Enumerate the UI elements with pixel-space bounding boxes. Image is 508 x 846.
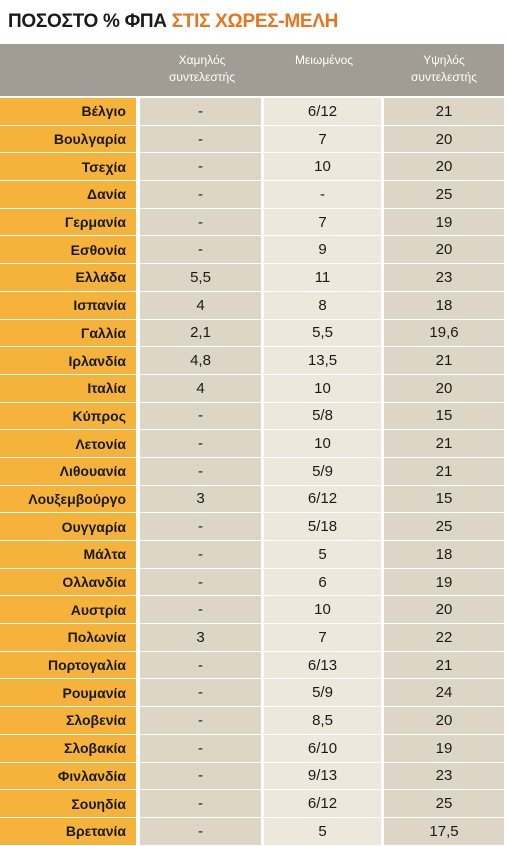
reduced-rate-cell: 5/8 xyxy=(264,403,384,430)
low-rate-cell: - xyxy=(140,679,264,706)
table-row xyxy=(0,790,504,818)
reduced-rate-cell: 10 xyxy=(264,375,384,402)
low-rate-cell: - xyxy=(140,596,264,623)
table-row xyxy=(0,541,504,569)
high-rate-cell: 22 xyxy=(384,624,504,651)
header-low-rate xyxy=(140,44,264,96)
low-rate-cell: - xyxy=(140,818,264,845)
country-cell: Γερμανία xyxy=(0,209,140,236)
header-country xyxy=(0,44,140,96)
country-cell: Πολωνία xyxy=(0,624,140,651)
table-row xyxy=(0,652,504,680)
low-rate-cell: - xyxy=(140,763,264,790)
header-mid-line1: Μειωμένος xyxy=(294,53,354,67)
high-rate-cell: 25 xyxy=(384,790,504,817)
low-rate-cell: - xyxy=(140,541,264,568)
table-header xyxy=(0,44,504,98)
reduced-rate-cell: 6 xyxy=(264,569,384,596)
high-rate-cell: 25 xyxy=(384,513,504,540)
table-row xyxy=(0,320,504,348)
title-main: ΠΟΣΟΣΤΟ % ΦΠΑ xyxy=(8,11,172,32)
reduced-rate-cell: 11 xyxy=(264,264,384,291)
reduced-rate-cell: 5 xyxy=(264,541,384,568)
high-rate-cell: 24 xyxy=(384,679,504,706)
reduced-rate-cell: 5/9 xyxy=(264,679,384,706)
high-rate-cell: 20 xyxy=(384,236,504,263)
country-cell: Λουξεμβούργο xyxy=(0,486,140,513)
header-high-line2: συντελεστής xyxy=(410,70,477,84)
table-row xyxy=(0,679,504,707)
low-rate-cell: - xyxy=(140,735,264,762)
header-high-rate xyxy=(384,44,504,96)
reduced-rate-cell: 7 xyxy=(264,126,384,153)
high-rate-cell: 20 xyxy=(384,707,504,734)
low-rate-cell: - xyxy=(140,458,264,485)
table-row xyxy=(0,486,504,514)
reduced-rate-cell: 6/13 xyxy=(264,652,384,679)
table-body xyxy=(0,98,504,846)
low-rate-cell: - xyxy=(140,790,264,817)
table-row xyxy=(0,735,504,763)
table-row xyxy=(0,236,504,264)
high-rate-cell: 21 xyxy=(384,347,504,374)
low-rate-cell: 3 xyxy=(140,624,264,651)
country-cell: Αυστρία xyxy=(0,596,140,623)
high-rate-cell: 20 xyxy=(384,126,504,153)
high-rate-cell: 18 xyxy=(384,541,504,568)
low-rate-cell: - xyxy=(140,403,264,430)
low-rate-cell: - xyxy=(140,181,264,208)
country-cell: Δανία xyxy=(0,181,140,208)
table-row xyxy=(0,569,504,597)
table-row xyxy=(0,513,504,541)
table-row xyxy=(0,707,504,735)
reduced-rate-cell: 10 xyxy=(264,430,384,457)
table-row xyxy=(0,458,504,486)
country-cell: Εσθονία xyxy=(0,236,140,263)
header-reduced-rate xyxy=(264,44,384,96)
header-high-line1: Υψηλός xyxy=(423,53,465,67)
table-row xyxy=(0,403,504,431)
reduced-rate-cell: 8 xyxy=(264,292,384,319)
reduced-rate-cell: 7 xyxy=(264,209,384,236)
table-row xyxy=(0,153,504,181)
country-cell: Σλοβακία xyxy=(0,735,140,762)
reduced-rate-cell: 6/10 xyxy=(264,735,384,762)
high-rate-cell: 21 xyxy=(384,458,504,485)
high-rate-cell: 21 xyxy=(384,98,504,125)
reduced-rate-cell: 6/12 xyxy=(264,790,384,817)
country-cell: Σουηδία xyxy=(0,790,140,817)
low-rate-cell: - xyxy=(140,707,264,734)
high-rate-cell: 19 xyxy=(384,209,504,236)
high-rate-cell: 18 xyxy=(384,292,504,319)
high-rate-cell: 23 xyxy=(384,264,504,291)
reduced-rate-cell: 8,5 xyxy=(264,707,384,734)
vat-table xyxy=(0,44,504,846)
low-rate-cell: - xyxy=(140,430,264,457)
table-row xyxy=(0,264,504,292)
table-row xyxy=(0,596,504,624)
table-row xyxy=(0,430,504,458)
high-rate-cell: 19,6 xyxy=(384,320,504,347)
high-rate-cell: 15 xyxy=(384,486,504,513)
country-cell: Λιθουανία xyxy=(0,458,140,485)
low-rate-cell: - xyxy=(140,126,264,153)
low-rate-cell: - xyxy=(140,569,264,596)
high-rate-cell: 23 xyxy=(384,763,504,790)
page-title xyxy=(0,0,508,44)
country-cell: Λετονία xyxy=(0,430,140,457)
country-cell: Ιρλανδία xyxy=(0,347,140,374)
country-cell: Ολλανδία xyxy=(0,569,140,596)
high-rate-cell: 17,5 xyxy=(384,818,504,845)
reduced-rate-cell: 5 xyxy=(264,818,384,845)
table-row xyxy=(0,624,504,652)
low-rate-cell: - xyxy=(140,98,264,125)
table-row xyxy=(0,763,504,791)
low-rate-cell: 4,8 xyxy=(140,347,264,374)
table-row xyxy=(0,347,504,375)
high-rate-cell: 25 xyxy=(384,181,504,208)
reduced-rate-cell: 7 xyxy=(264,624,384,651)
reduced-rate-cell: 10 xyxy=(264,596,384,623)
reduced-rate-cell: 9 xyxy=(264,236,384,263)
reduced-rate-cell: 6/12 xyxy=(264,98,384,125)
low-rate-cell: 4 xyxy=(140,292,264,319)
country-cell: Βουλγαρία xyxy=(0,126,140,153)
reduced-rate-cell: 5/18 xyxy=(264,513,384,540)
low-rate-cell: 3 xyxy=(140,486,264,513)
table-row xyxy=(0,375,504,403)
high-rate-cell: 21 xyxy=(384,430,504,457)
country-cell: Κύπρος xyxy=(0,403,140,430)
reduced-rate-cell: 6/12 xyxy=(264,486,384,513)
table-row xyxy=(0,292,504,320)
country-cell: Ελλάδα xyxy=(0,264,140,291)
header-low-line2: συντελεστής xyxy=(168,70,235,84)
high-rate-cell: 19 xyxy=(384,569,504,596)
country-cell: Μάλτα xyxy=(0,541,140,568)
low-rate-cell: - xyxy=(140,652,264,679)
reduced-rate-cell: 5/9 xyxy=(264,458,384,485)
reduced-rate-cell: 5,5 xyxy=(264,320,384,347)
low-rate-cell: - xyxy=(140,153,264,180)
country-cell: Βρετανία xyxy=(0,818,140,845)
low-rate-cell: - xyxy=(140,236,264,263)
country-cell: Βέλγιο xyxy=(0,98,140,125)
country-cell: Ουγγαρία xyxy=(0,513,140,540)
country-cell: Τσεχία xyxy=(0,153,140,180)
table-row xyxy=(0,126,504,154)
high-rate-cell: 15 xyxy=(384,403,504,430)
low-rate-cell: - xyxy=(140,513,264,540)
high-rate-cell: 21 xyxy=(384,652,504,679)
low-rate-cell: 5,5 xyxy=(140,264,264,291)
high-rate-cell: 20 xyxy=(384,596,504,623)
country-cell: Σλοβενία xyxy=(0,707,140,734)
country-cell: Ισπανία xyxy=(0,292,140,319)
country-cell: Ρουμανία xyxy=(0,679,140,706)
high-rate-cell: 20 xyxy=(384,375,504,402)
low-rate-cell: - xyxy=(140,209,264,236)
reduced-rate-cell: 13,5 xyxy=(264,347,384,374)
header-low-line1: Χαμηλός xyxy=(178,53,226,67)
table-row xyxy=(0,818,504,846)
table-row xyxy=(0,181,504,209)
country-cell: Ιταλία xyxy=(0,375,140,402)
table-row xyxy=(0,209,504,237)
low-rate-cell: 4 xyxy=(140,375,264,402)
high-rate-cell: 20 xyxy=(384,153,504,180)
country-cell: Φινλανδία xyxy=(0,763,140,790)
country-cell: Πορτογαλία xyxy=(0,652,140,679)
title-accent: ΣΤΙΣ ΧΩΡΕΣ-ΜΕΛΗ xyxy=(171,11,339,32)
reduced-rate-cell: - xyxy=(264,181,384,208)
reduced-rate-cell: 10 xyxy=(264,153,384,180)
reduced-rate-cell: 9/13 xyxy=(264,763,384,790)
table-row xyxy=(0,98,504,126)
low-rate-cell: 2,1 xyxy=(140,320,264,347)
high-rate-cell: 19 xyxy=(384,735,504,762)
country-cell: Γαλλία xyxy=(0,320,140,347)
